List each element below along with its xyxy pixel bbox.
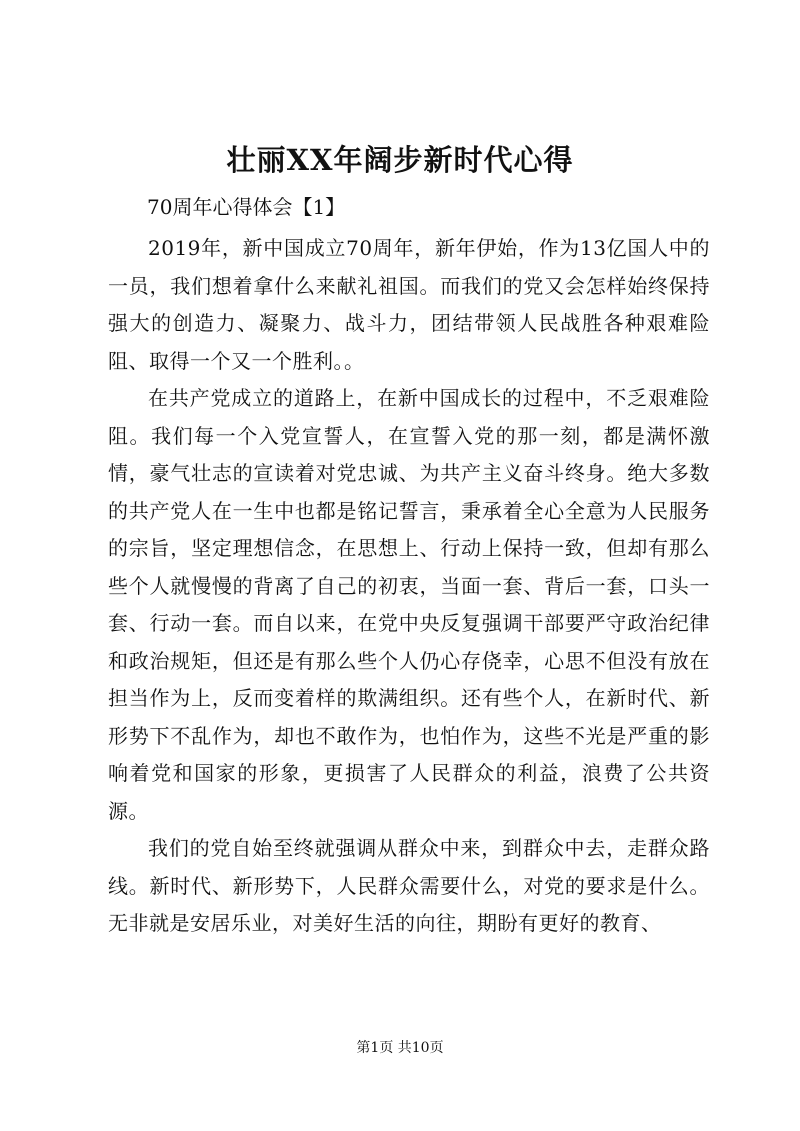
document-body: [108, 230, 710, 943]
section-subtitle: 70周年心得体会【1】: [147, 195, 346, 219]
paragraph: 2019年，新中国成立70周年，新年伊始，作为13亿国人中的一员，我们想着拿什么来献礼祖国。而我们的党又会怎样始终保持强大的创造力、凝聚力、战斗力，团结带领人民战胜各种艰难险阻、取得一个又一个胜利。。: [108, 236, 710, 373]
page-number-footer: 第1页 共10页: [356, 1040, 444, 1056]
page-title: 壮丽XX年阔步新时代心得: [226, 143, 574, 177]
paragraph: 我们的党自始至终就强调从群众中来，到群众中去，走群众路线。新时代、新形势下，人民群众需要什么，对党的要求是什么。无非就是安居乐业，对美好生活的向往，期盼有更好的教育、: [108, 836, 710, 935]
paragraph: 在共产党成立的道路上，在新中国成长的过程中，不乏艰难险阻。我们每一个入党宣誓人，在宣誓入党的那一刻，都是满怀激情，豪气壮志的宣读着对党忠诚、为共产主义奋斗终身。绝大多数的共产党人在一生中也都是铭记誓言，秉承着全心全意为人民服务的宗旨，坚定理想信念，在思想上、行动上保持一致，但却有那么些个人就慢慢的背离了自己的初衷，当面一套、背后一套，口头一套、行动一套。而自以来，在党中央反复强调干部要严守政治纪律和政治规矩，但还是有那么些个人仍心存侥幸，心思不但没有放在担当作为上，反而变着样的欺满组织。还有些个人，在新时代、新形势下不乱作为，却也不敢作为，也怕作为，这些不光是严重的影响着党和国家的形象，更损害了人民群众的利益，浪费了公共资源。: [108, 386, 710, 823]
